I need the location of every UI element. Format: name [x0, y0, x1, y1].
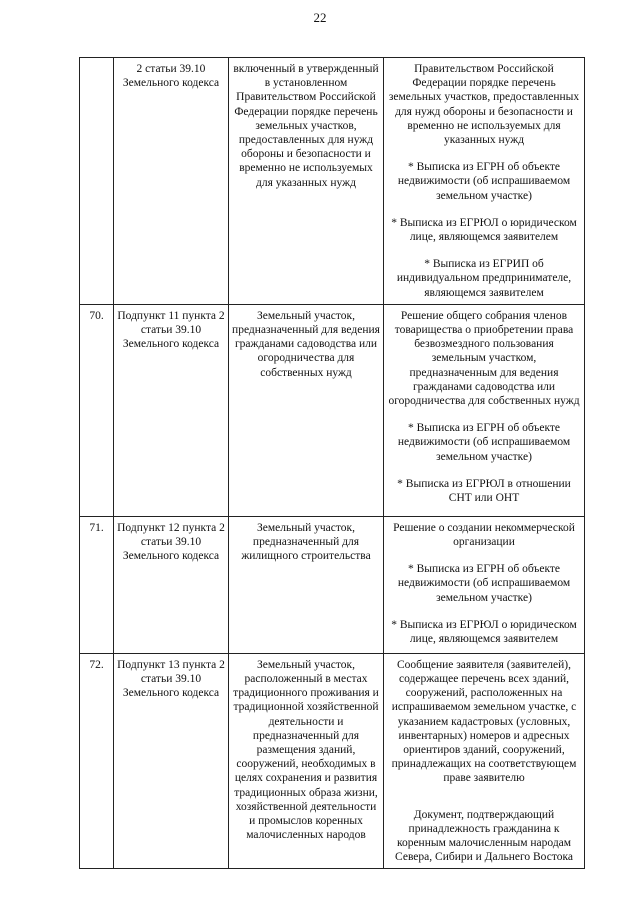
article-cell: 2 статьи 39.10 Земельного кодекса	[114, 58, 229, 305]
table-row	[80, 516, 585, 653]
description-cell: Земельный участок, предназначенный для жилищного строительства	[229, 516, 384, 653]
description-cell: включенный в утвержденный в установленном Правительством Российской Федерации порядке перечень земельных участков, предоставленных для нужд обороны и безопасности и временно не используемых для указанных нужд	[229, 58, 384, 305]
description-cell: Земельный участок, предназначенный для ведения гражданами садоводства или огородничества для собственных нужд	[229, 304, 384, 516]
document-item: * Выписка из ЕГРЮЛ о юридическом лице, являющемся заявителем	[391, 216, 577, 244]
article-cell: Подпункт 13 пункта 2 статьи 39.10 Земельного кодекса	[114, 653, 229, 869]
document-item: * Выписка из ЕГРИП об индивидуальном предпринимателе, являющемся заявителем	[396, 258, 572, 299]
row-number-cell: 70.	[80, 304, 114, 516]
documents-cell	[384, 304, 585, 516]
document-item: Решение общего собрания членов товарищества о приобретении права безвозмездного пользования земельным участком, предназначенным для ведения гражданами садоводства или огородничества для собственных нужд	[388, 309, 580, 408]
document-item: * Выписка из ЕГРН об объекте недвижимости (об испрашиваемом земельном участке)	[397, 563, 571, 604]
table-row	[80, 58, 585, 305]
document-item: Правительством Российской Федерации порядке перечень земельных участков, предоставленных для нужд обороны и безопасности и временно не используемых для указанных нужд	[388, 63, 580, 147]
row-number-cell	[80, 58, 114, 305]
document-item: Решение о создании некоммерческой организации	[393, 521, 575, 549]
document-item: * Выписка из ЕГРН об объекте недвижимости (об испрашиваемом земельном участке)	[397, 422, 571, 463]
article-cell: Подпункт 12 пункта 2 статьи 39.10 Земельного кодекса	[114, 516, 229, 653]
page-number: 22	[313, 10, 327, 25]
article-cell: Подпункт 11 пункта 2 статьи 39.10 Земельного кодекса	[114, 304, 229, 516]
description-cell: Земельный участок, расположенный в местах традиционного проживания и традиционной хозяйственной деятельности и предназначенный для размещения зданий, сооружений, необходимых в целях сохранения и развития традиционных образа жизни, хозяйственной деятельности и промыслов коренных малочисленных народов	[229, 653, 384, 869]
row-number-cell: 72.	[80, 653, 114, 869]
document-item: * Выписка из ЕГРЮЛ о юридическом лице, являющемся заявителем	[391, 618, 577, 646]
document-item: * Выписка из ЕГРН об объекте недвижимости (об испрашиваемом земельном участке)	[397, 161, 571, 202]
table-row	[80, 304, 585, 516]
document-item: Документ, подтверждающий принадлежность гражданина к коренным малочисленным народам Севера, Сибири и Дальнего Востока	[395, 808, 573, 864]
document-item: Сообщение заявителя (заявителей), содержащее перечень всех зданий, сооружений, расположенных на испрашиваемом земельном участке, с указанием кадастровых (условных, инвентарных) номеров и адресных ориентиров зданий, сооружений, принадлежащих на соответствующем праве заявителю	[391, 658, 577, 785]
document-item: * Выписка из ЕГРЮЛ в отношении СНТ или ОНТ	[397, 477, 571, 505]
documents-cell	[384, 516, 585, 653]
row-number-cell: 71.	[80, 516, 114, 653]
documents-cell	[384, 653, 585, 869]
table-row	[80, 653, 585, 869]
documents-table	[79, 57, 585, 869]
documents-cell	[384, 58, 585, 305]
